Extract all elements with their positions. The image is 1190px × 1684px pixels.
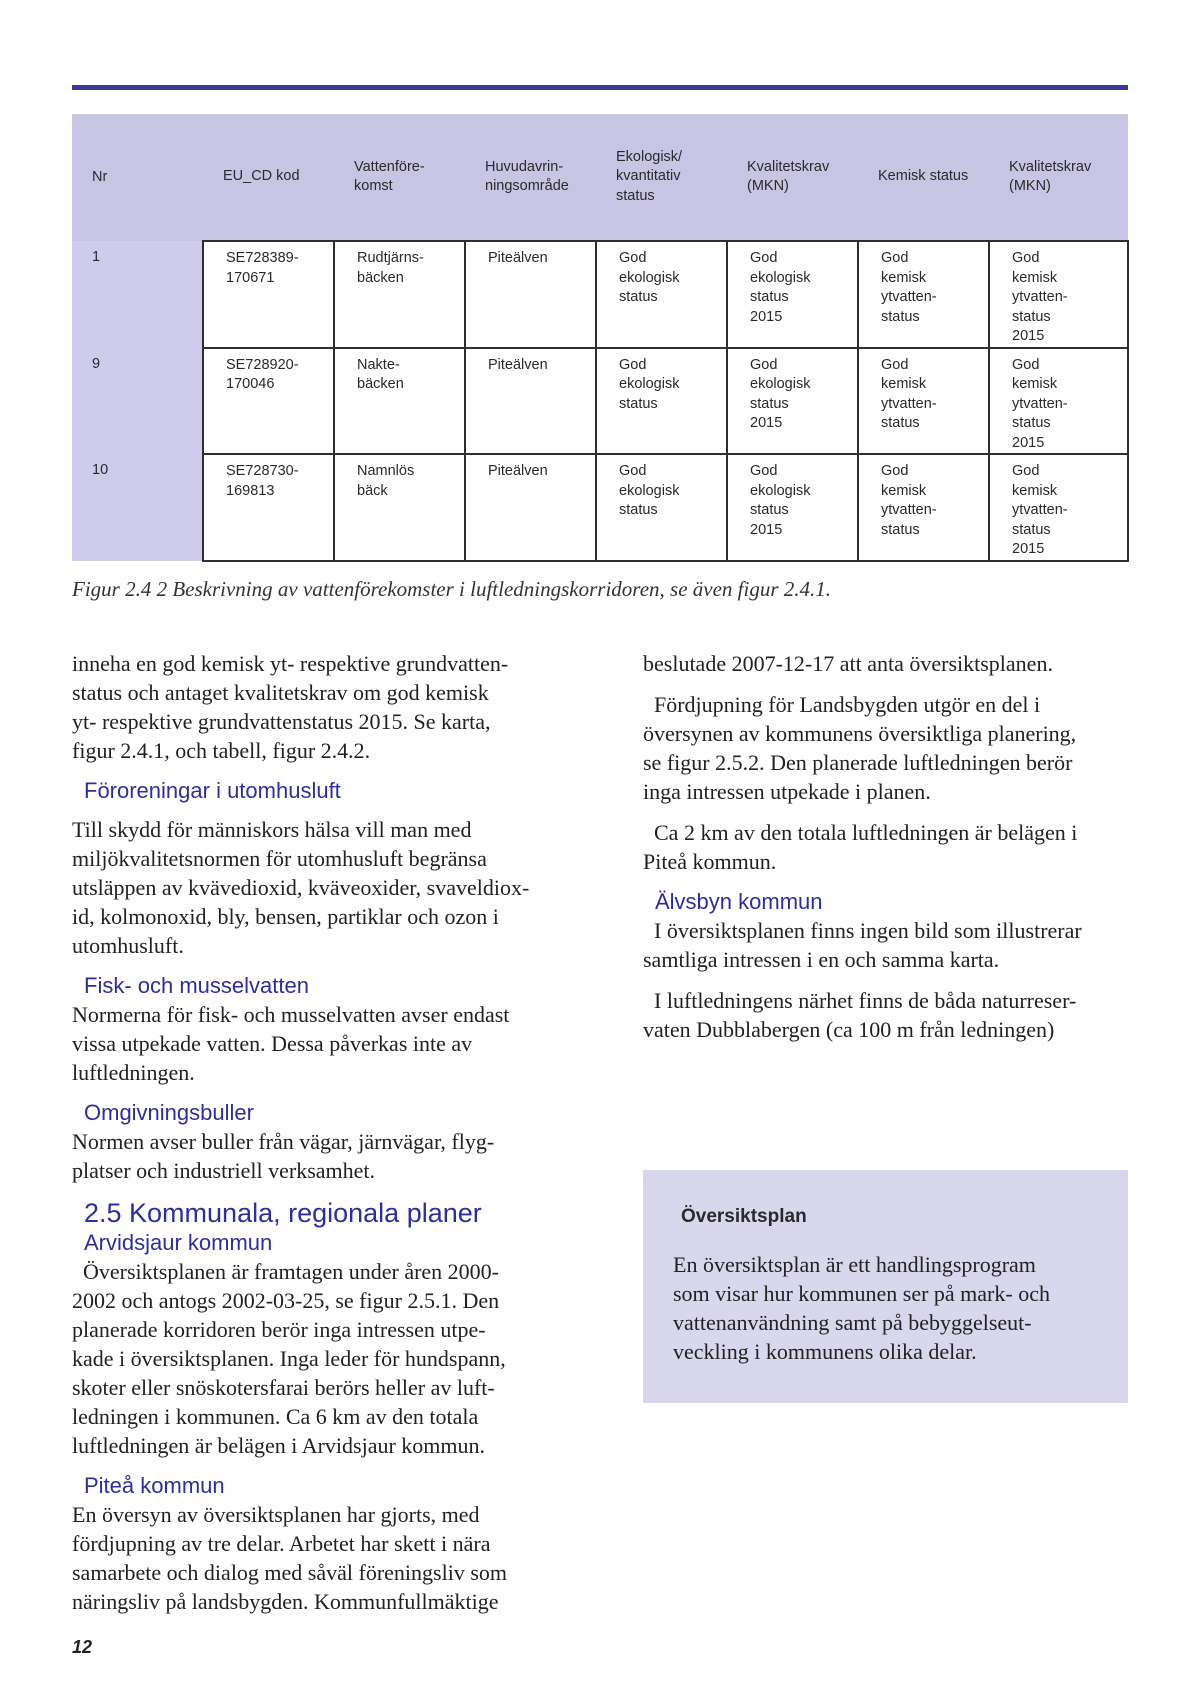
- water-bodies-table: [72, 114, 1129, 562]
- table-row: [72, 348, 1128, 455]
- heading-fororeningar: Föroreningar i utomhusluft: [84, 778, 341, 803]
- paragraph-intro: inneha en god kemisk yt- respektive grundvatten- status och antaget kvalitetskrav om god kemisk yt- respektive grundvattenstatus 2015. Se karta, figur 2.4.1, och tabell, figur 2.4.2.: [72, 651, 509, 763]
- page-number: 12: [72, 1637, 93, 1657]
- paragraph-alvsbyn-2: I luftledningens närhet finns de båda naturreser- vaten Dubblabergen (ca 100 m från ledningen): [643, 988, 1077, 1042]
- paragraph-beslut: beslutade 2007-12-17 att anta översiktsplanen.: [643, 651, 1053, 676]
- cell-ekologisk-status: God ekologisk status: [596, 348, 727, 455]
- cell-kvalitetskrav-kemisk: God kemisk ytvatten- status 2015: [989, 348, 1128, 455]
- heading-fisk-musselvatten: Fisk- och musselvatten: [84, 973, 309, 998]
- cell-nr: 10: [72, 454, 203, 561]
- right-column: [643, 649, 1133, 1044]
- cell-kvalitetskrav-kemisk: God kemisk ytvatten- status 2015: [989, 241, 1128, 348]
- cell-eu-cd-kod: SE728730- 169813: [203, 454, 334, 561]
- paragraph-fororeningar: Till skydd för människors hälsa vill man med miljökvalitetsnormen för utomhusluft begränsa utsläppen av kvävedioxid, kväveoxider, svaveldiox- id, kolmonoxid, bly, bensen, partiklar och ozon i utomhusluft.: [72, 817, 530, 958]
- left-column: [72, 649, 552, 1616]
- table-row: [72, 454, 1128, 561]
- heading-arvidsjaur: Arvidsjaur kommun: [84, 1230, 273, 1255]
- cell-kvalitetskrav-ekologisk: God ekologisk status 2015: [727, 454, 858, 561]
- header-kvalitetskrav-ekologisk: Kvalitetskrav (MKN): [727, 114, 858, 241]
- paragraph-arvidsjaur: Översiktsplanen är framtagen under åren 2000- 2002 och antogs 2002-03-25, se figur 2.5.1. Den planerade korridoren berör inga intressen utpe- kade i översiktsplanen. Inga leder för hundspann, skoter eller snöskotersfarai berörs heller av luft- ledningen i kommunen. Ca 6 km av den totala luftledningen är belägen i Arvidsjaur kommun.: [72, 1259, 506, 1458]
- paragraph-fordjupning: Fördjupning för Landsbygden utgör en del i översynen av kommunens översiktliga planering, se figur 2.5.2. Den planerade luftledningen berör inga intressen utpekade i planen.: [643, 692, 1077, 804]
- cell-eu-cd-kod: SE728389- 170671: [203, 241, 334, 348]
- header-eu-cd-kod: EU_CD kod: [203, 114, 334, 241]
- cell-vattenforekomst: Namnlös bäck: [334, 454, 465, 561]
- cell-nr: 9: [72, 348, 203, 455]
- paragraph-fisk-musselvatten: Normerna för fisk- och musselvatten avser endast vissa utpekade vatten. Dessa påverkas inte av luftledningen.: [72, 1002, 510, 1085]
- cell-kvalitetskrav-kemisk: God kemisk ytvatten- status 2015: [989, 454, 1128, 561]
- header-ekologisk-status: Ekologisk/ kvantitativ status: [596, 114, 727, 241]
- header-kemisk-status: Kemisk status: [858, 114, 989, 241]
- info-box-text: En översiktsplan är ett handlingsprogram som visar hur kommunen ser på mark- och vattenanvändning samt på bebyggelseut- veckling i kommunens olika delar.: [673, 1252, 1050, 1364]
- header-nr: Nr: [72, 114, 203, 241]
- cell-ekologisk-status: God ekologisk status: [596, 454, 727, 561]
- heading-omgivningsbuller: Omgivningsbuller: [84, 1100, 254, 1125]
- cell-kemisk-status: God kemisk ytvatten- status: [858, 241, 989, 348]
- table-header-row: [72, 114, 1128, 241]
- heading-alvsbyn: Älvsbyn kommun: [655, 889, 823, 914]
- cell-eu-cd-kod: SE728920- 170046: [203, 348, 334, 455]
- cell-kvalitetskrav-ekologisk: God ekologisk status 2015: [727, 348, 858, 455]
- section-heading: 2.5 Kommunala, regionala planer: [84, 1198, 482, 1228]
- cell-kemisk-status: God kemisk ytvatten- status: [858, 348, 989, 455]
- paragraph-omgivningsbuller: Normen avser buller från vägar, järnvägar, flyg- platser och industriell verksamhet.: [72, 1129, 495, 1183]
- paragraph-pitea-andel: Ca 2 km av den totala luftledningen är belägen i Piteå kommun.: [643, 820, 1078, 874]
- top-rule: [72, 85, 1128, 90]
- table-row: [72, 241, 1128, 348]
- cell-huvudavrinningsomrade: Piteälven: [465, 348, 596, 455]
- header-huvudavrinningsomrade: Huvudavrin- ningsområde: [465, 114, 596, 241]
- cell-ekologisk-status: God ekologisk status: [596, 241, 727, 348]
- info-box-oversiktsplan: [643, 1170, 1128, 1403]
- header-kvalitetskrav-kemisk: Kvalitetskrav (MKN): [989, 114, 1128, 241]
- cell-kemisk-status: God kemisk ytvatten- status: [858, 454, 989, 561]
- cell-vattenforekomst: Rudtjärns- bäcken: [334, 241, 465, 348]
- cell-kvalitetskrav-ekologisk: God ekologisk status 2015: [727, 241, 858, 348]
- cell-vattenforekomst: Nakte- bäcken: [334, 348, 465, 455]
- cell-huvudavrinningsomrade: Piteälven: [465, 241, 596, 348]
- header-vattenforekomst: Vattenföre- komst: [334, 114, 465, 241]
- paragraph-pitea: En översyn av översiktsplanen har gjorts, med fördjupning av tre delar. Arbetet har skett i nära samarbete och dialog med såväl föreningsliv som näringsliv på landsbygden. Kommunfullmäktige: [72, 1502, 507, 1614]
- cell-nr: 1: [72, 241, 203, 348]
- heading-pitea: Piteå kommun: [84, 1473, 225, 1498]
- info-box-title: Översiktsplan: [681, 1206, 807, 1227]
- paragraph-alvsbyn-1: I översiktsplanen finns ingen bild som illustrerar samtliga intressen i en och samma karta.: [643, 918, 1082, 972]
- figure-caption: Figur 2.4 2 Beskrivning av vattenförekomster i luftledningskorridoren, se även figur 2.4.1.: [72, 577, 831, 601]
- cell-huvudavrinningsomrade: Piteälven: [465, 454, 596, 561]
